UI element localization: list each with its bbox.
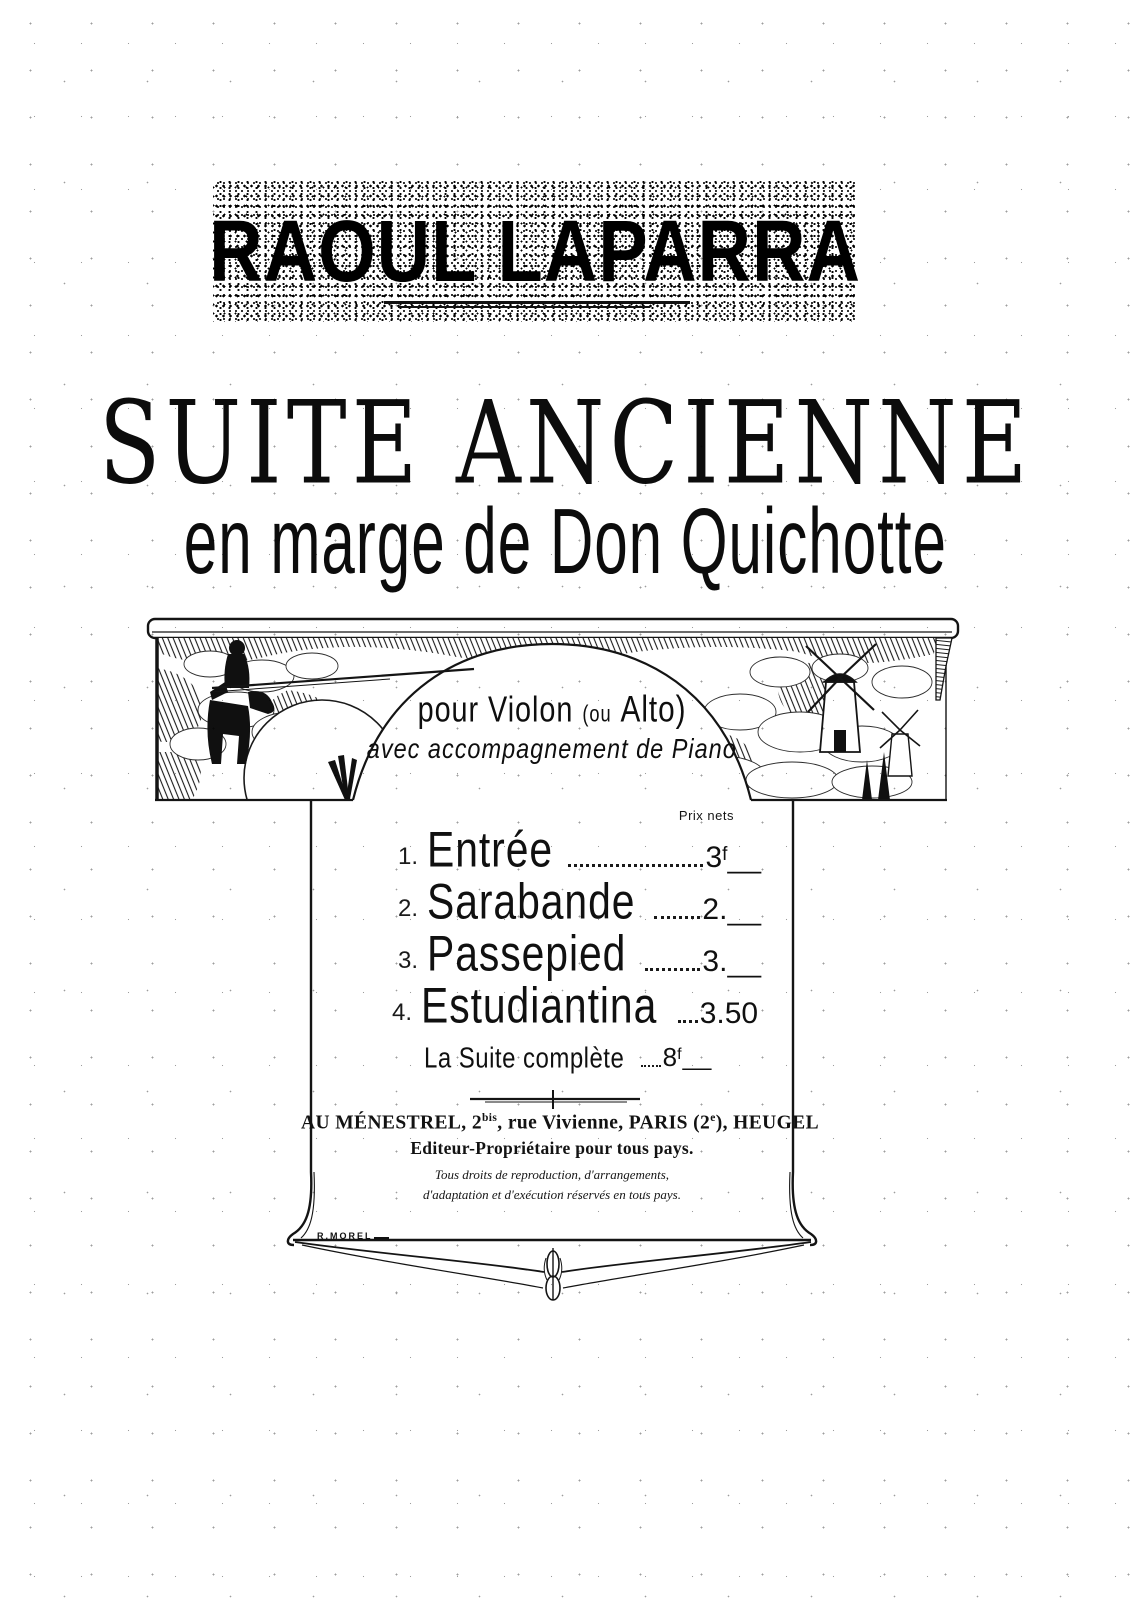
publisher-role: Editeur-Propriétaire pour tous pays. bbox=[410, 1137, 694, 1158]
item-number: 3. bbox=[397, 947, 418, 974]
top-cornice bbox=[148, 619, 958, 638]
rights-line1: Tous droits de reproduction, d'arrangements, bbox=[434, 1166, 670, 1182]
list-item bbox=[392, 926, 762, 983]
engraver-signature: R.MOREL bbox=[317, 1231, 389, 1241]
item-title: Estudiantina bbox=[421, 978, 658, 1035]
artist-rule bbox=[384, 301, 690, 304]
item-price: 3.50 bbox=[699, 997, 759, 1030]
rights-line2: d'adaptation et d'exécution réservés en tous pays. bbox=[423, 1186, 681, 1202]
instrumentation-ou: (ou bbox=[582, 702, 612, 728]
suite-complete-row bbox=[424, 1041, 711, 1075]
list-item bbox=[392, 874, 762, 931]
item-number: 1. bbox=[397, 843, 418, 870]
title-row bbox=[0, 376, 1131, 510]
dotted-leader bbox=[645, 968, 701, 971]
dotted-leader bbox=[568, 864, 704, 867]
dotted-leader bbox=[641, 1065, 661, 1067]
item-title: Sarabande bbox=[427, 874, 636, 931]
item-title: Passepied bbox=[427, 926, 627, 983]
dotted-leader bbox=[654, 916, 700, 919]
page-subtitle: en marge de Don Quichotte bbox=[183, 490, 948, 594]
item-price: 3 f _ bbox=[705, 841, 762, 874]
subtitle-row bbox=[0, 489, 1131, 594]
publisher-address: AU MÉNESTREL, $2^{bis}$, rue Vivienne, PARIS (2e), HEUGEL bbox=[301, 1112, 819, 1134]
item-title: Entrée bbox=[427, 822, 554, 879]
list-item bbox=[392, 978, 759, 1035]
divider-rule bbox=[470, 1090, 640, 1109]
windmill-small bbox=[880, 710, 920, 776]
price-rows bbox=[392, 806, 762, 1035]
item-number: 4. bbox=[392, 999, 413, 1026]
item-price: 3. _ bbox=[702, 945, 762, 978]
dotted-leader bbox=[678, 1020, 698, 1023]
price-list bbox=[392, 806, 762, 1035]
artist-name: RAOUL LAPARRA bbox=[209, 201, 861, 301]
page-title: SUITE ANCIENNE bbox=[98, 376, 1033, 510]
instrumentation-alto: Alto) bbox=[620, 688, 687, 730]
artist-rule-thin bbox=[398, 306, 650, 308]
item-price: 2. _ bbox=[702, 893, 762, 926]
suite-complete-label: La Suite complète bbox=[424, 1041, 625, 1075]
publisher-block bbox=[301, 1112, 819, 1203]
price-column-label: Prix nets bbox=[678, 808, 734, 823]
list-item bbox=[392, 822, 762, 879]
center-ornament bbox=[544, 1248, 562, 1300]
corbel bbox=[936, 638, 952, 700]
instrumentation bbox=[311, 688, 793, 766]
item-number: 2. bbox=[397, 895, 418, 922]
instrumentation-line1 bbox=[418, 688, 687, 731]
instrumentation-main: pour Violon bbox=[417, 690, 574, 730]
instrumentation-line2: avec accompagnement de Piano bbox=[366, 734, 738, 766]
suite-complete-price: 8 f _ bbox=[662, 1042, 711, 1072]
